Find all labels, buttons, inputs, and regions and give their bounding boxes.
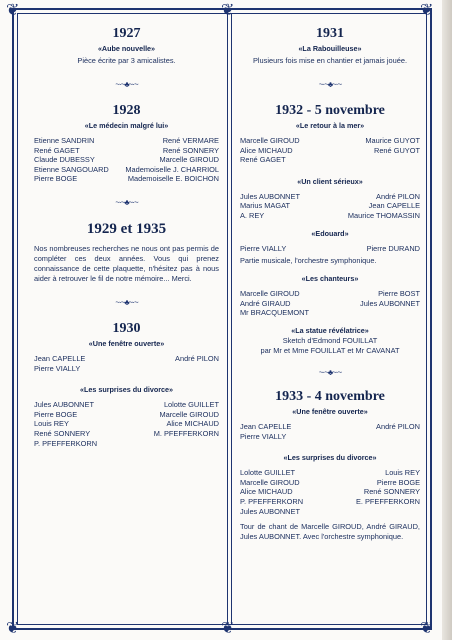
corner-ornament-icon: ❦	[221, 0, 235, 19]
cast-row	[34, 136, 219, 146]
corner-ornament-icon: ❦	[6, 0, 20, 19]
cast-row	[240, 432, 420, 442]
cast-name-left: René SONNERY	[34, 428, 91, 438]
cast-row	[240, 155, 420, 165]
cast-row	[34, 429, 219, 439]
page-edge	[442, 0, 452, 640]
play-title: «Les surprises du divorce»	[283, 453, 377, 463]
cast-name-left: A. REY	[240, 210, 265, 220]
cast-row	[240, 244, 420, 254]
cast-name-right: André PILON	[376, 421, 420, 431]
play-title: «Une fenêtre ouverte»	[292, 406, 368, 416]
cast-name-right: Jean CAPELLE	[368, 201, 420, 211]
cast-name-left: Jules AUBONNET	[240, 191, 300, 201]
cast-row	[240, 422, 420, 432]
cast-row	[240, 136, 420, 146]
cast-list	[240, 192, 420, 221]
cast-row	[240, 478, 420, 488]
cast-row	[240, 299, 420, 309]
cast-row	[34, 410, 219, 420]
ornament-divider-icon: ~·~♣~·~	[115, 197, 138, 207]
play-title: «Un client sérieux»	[297, 176, 363, 186]
section-text: par Mr et Mme FOUILLAT et Mr CAVANAT	[260, 345, 400, 355]
cast-row	[34, 165, 219, 175]
left-column	[34, 26, 219, 448]
cast-name-right: Jules AUBONNET	[360, 298, 420, 308]
cast-row	[34, 354, 219, 364]
year-heading: 1927	[112, 26, 141, 41]
play-title: «Les chanteurs»	[301, 274, 359, 284]
cast-name-left: Marius MAGAT	[240, 201, 290, 211]
year-heading: 1931	[316, 26, 344, 41]
cast-name-left: Jean CAPELLE	[34, 353, 86, 363]
cast-row	[34, 419, 219, 429]
year-heading: 1933 - 4 novembre	[275, 388, 385, 404]
cast-name-right: Louis REY	[385, 468, 420, 478]
cast-name-left: René GAGET	[34, 145, 80, 155]
cast-row	[34, 400, 219, 410]
cast-list	[240, 422, 420, 441]
ornament-divider-icon: ~·~♣~·~	[318, 80, 342, 89]
corner-ornament-icon: ❦	[420, 0, 434, 19]
cast-name-left: P. PFEFFERKORN	[240, 496, 304, 506]
section-text: Plusieurs fois mise en chantier et jamais jouée.	[252, 56, 408, 65]
cast-name-left: Mr BRACQUEMONT	[240, 308, 309, 318]
right-column	[240, 26, 420, 542]
cast-row	[240, 497, 420, 507]
play-title: «Le retour à la mer»	[295, 121, 365, 130]
cast-name-left: Jules AUBONNET	[34, 400, 94, 410]
cast-name-right: Marcelle GIROUD	[159, 155, 219, 165]
cast-name-right: Maurice GUYOT	[365, 136, 420, 145]
section-text: Pièce écrite par 3 amicalistes.	[77, 56, 176, 65]
cast-name-left: Alice MICHAUD	[240, 487, 293, 497]
cast-name-left: Jean CAPELLE	[240, 421, 292, 431]
corner-ornament-icon: ❦	[221, 618, 235, 637]
cast-name-right: Pierre BOST	[378, 289, 420, 299]
play-title: «Une fenêtre ouverte»	[88, 338, 165, 348]
cast-name-left: Etienne SANDRIN	[34, 136, 95, 145]
cast-name-right: André PILON	[175, 353, 219, 363]
cast-row	[34, 155, 219, 165]
cast-list	[240, 136, 420, 165]
section-text: Partie musicale, l'orchestre symphonique.	[240, 256, 377, 266]
cast-name-left: Pierre VIALLY	[34, 363, 81, 373]
cast-name-left: Alice MICHAUD	[240, 145, 293, 155]
cast-name-left: Marcelle GIROUD	[240, 477, 300, 487]
cast-row	[240, 308, 420, 318]
cast-name-right: René GUYOT	[373, 145, 420, 155]
section-text: Nos nombreuses recherches ne nous ont pas permis de compléter ces deux années. Vous qui prenez connaissance de cette plaquette, n'hésitez pas à nous aider à retrouver le fil de notre mémoire... Merci.	[34, 243, 219, 283]
ornament-divider-icon: ~·~♣~·~	[115, 297, 138, 307]
cast-row	[240, 211, 420, 221]
cast-row	[240, 507, 420, 517]
section-text: Tour de chant de Marcelle GIROUD, André GIRAUD, Jules AUBONNET. Avec l'orchestre symphonique.	[240, 522, 420, 542]
cast-row	[34, 364, 219, 374]
cast-row	[240, 468, 420, 478]
cast-name-right: René VERMARE	[162, 136, 219, 145]
play-title: «Le médecin malgré lui»	[84, 121, 169, 130]
cast-row	[240, 487, 420, 497]
cast-name-left: Claude DUBESSY	[34, 155, 95, 165]
play-title: «La statue révélatrice»	[291, 325, 369, 335]
cast-row	[34, 146, 219, 156]
cast-list	[34, 400, 219, 448]
play-title: «Aube nouvelle»	[97, 44, 156, 53]
cast-name-left: Marcelle GIROUD	[240, 289, 300, 299]
cast-name-left: Jules AUBONNET	[240, 506, 300, 516]
year-heading: 1930	[112, 320, 141, 336]
ornament-divider-icon: ~·~♣~·~	[318, 367, 342, 377]
cast-name-right: René SONNERY	[363, 487, 420, 497]
play-title: «Les surprises du divorce»	[79, 385, 174, 395]
cast-row	[240, 201, 420, 211]
cast-row	[240, 289, 420, 299]
cast-name-left: Etienne SANGOUARD	[34, 164, 109, 174]
cast-name-right: Pierre DURAND	[366, 243, 420, 253]
cast-row	[240, 192, 420, 202]
corner-ornament-icon: ❦	[420, 618, 434, 637]
cast-name-left: René GAGET	[240, 155, 286, 165]
column-divider	[227, 13, 228, 625]
cast-row	[34, 439, 219, 449]
cast-name-left: Lolotte GUILLET	[240, 468, 296, 478]
cast-list	[240, 289, 420, 318]
cast-name-right: M. PFEFFERKORN	[153, 428, 219, 438]
section-text: Sketch d'Edmond FOUILLAT	[282, 335, 378, 345]
cast-name-right: André PILON	[376, 191, 420, 201]
cast-list	[34, 354, 219, 373]
cast-name-left: Pierre VIALLY	[240, 431, 287, 441]
cast-list	[240, 468, 420, 516]
cast-name-right: Maurice THOMASSIN	[347, 210, 420, 220]
year-heading: 1929 et 1935	[86, 220, 167, 237]
cast-name-right: E. PFEFFERKORN	[355, 496, 420, 506]
corner-ornament-icon: ❦	[6, 618, 20, 637]
cast-name-right: Alice MICHAUD	[166, 419, 219, 429]
cast-name-left: Louis REY	[34, 419, 69, 429]
cast-name-right: Lolotte GUILLET	[163, 400, 219, 410]
cast-name-right: Mademoiselle E. BOICHON	[127, 174, 219, 184]
cast-row	[34, 174, 219, 184]
cast-name-left: P. PFEFFERKORN	[34, 438, 98, 448]
cast-name-right: Marcelle GIROUD	[159, 409, 219, 419]
year-heading: 1932 - 5 novembre	[275, 103, 385, 118]
cast-list	[240, 244, 420, 254]
cast-name-right: Pierre BOGE	[376, 477, 420, 487]
cast-name-left: André GIRAUD	[240, 298, 291, 308]
cast-name-right: Mademoiselle J. CHARRIOL	[125, 164, 219, 174]
play-title: «Edouard»	[311, 228, 349, 238]
cast-name-left: Pierre BOGE	[34, 174, 78, 184]
column-divider-2	[231, 13, 232, 625]
cast-list	[34, 136, 219, 184]
cast-name-left: Marcelle GIROUD	[240, 136, 300, 145]
play-title: «La Rabouilleuse»	[298, 44, 362, 53]
cast-row	[240, 146, 420, 156]
cast-name-right: René SONNERY	[162, 145, 219, 155]
ornament-divider-icon: ~·~♣~·~	[115, 80, 138, 89]
cast-name-left: Pierre VIALLY	[240, 243, 287, 253]
cast-name-left: Pierre BOGE	[34, 409, 78, 419]
year-heading: 1928	[112, 103, 141, 118]
